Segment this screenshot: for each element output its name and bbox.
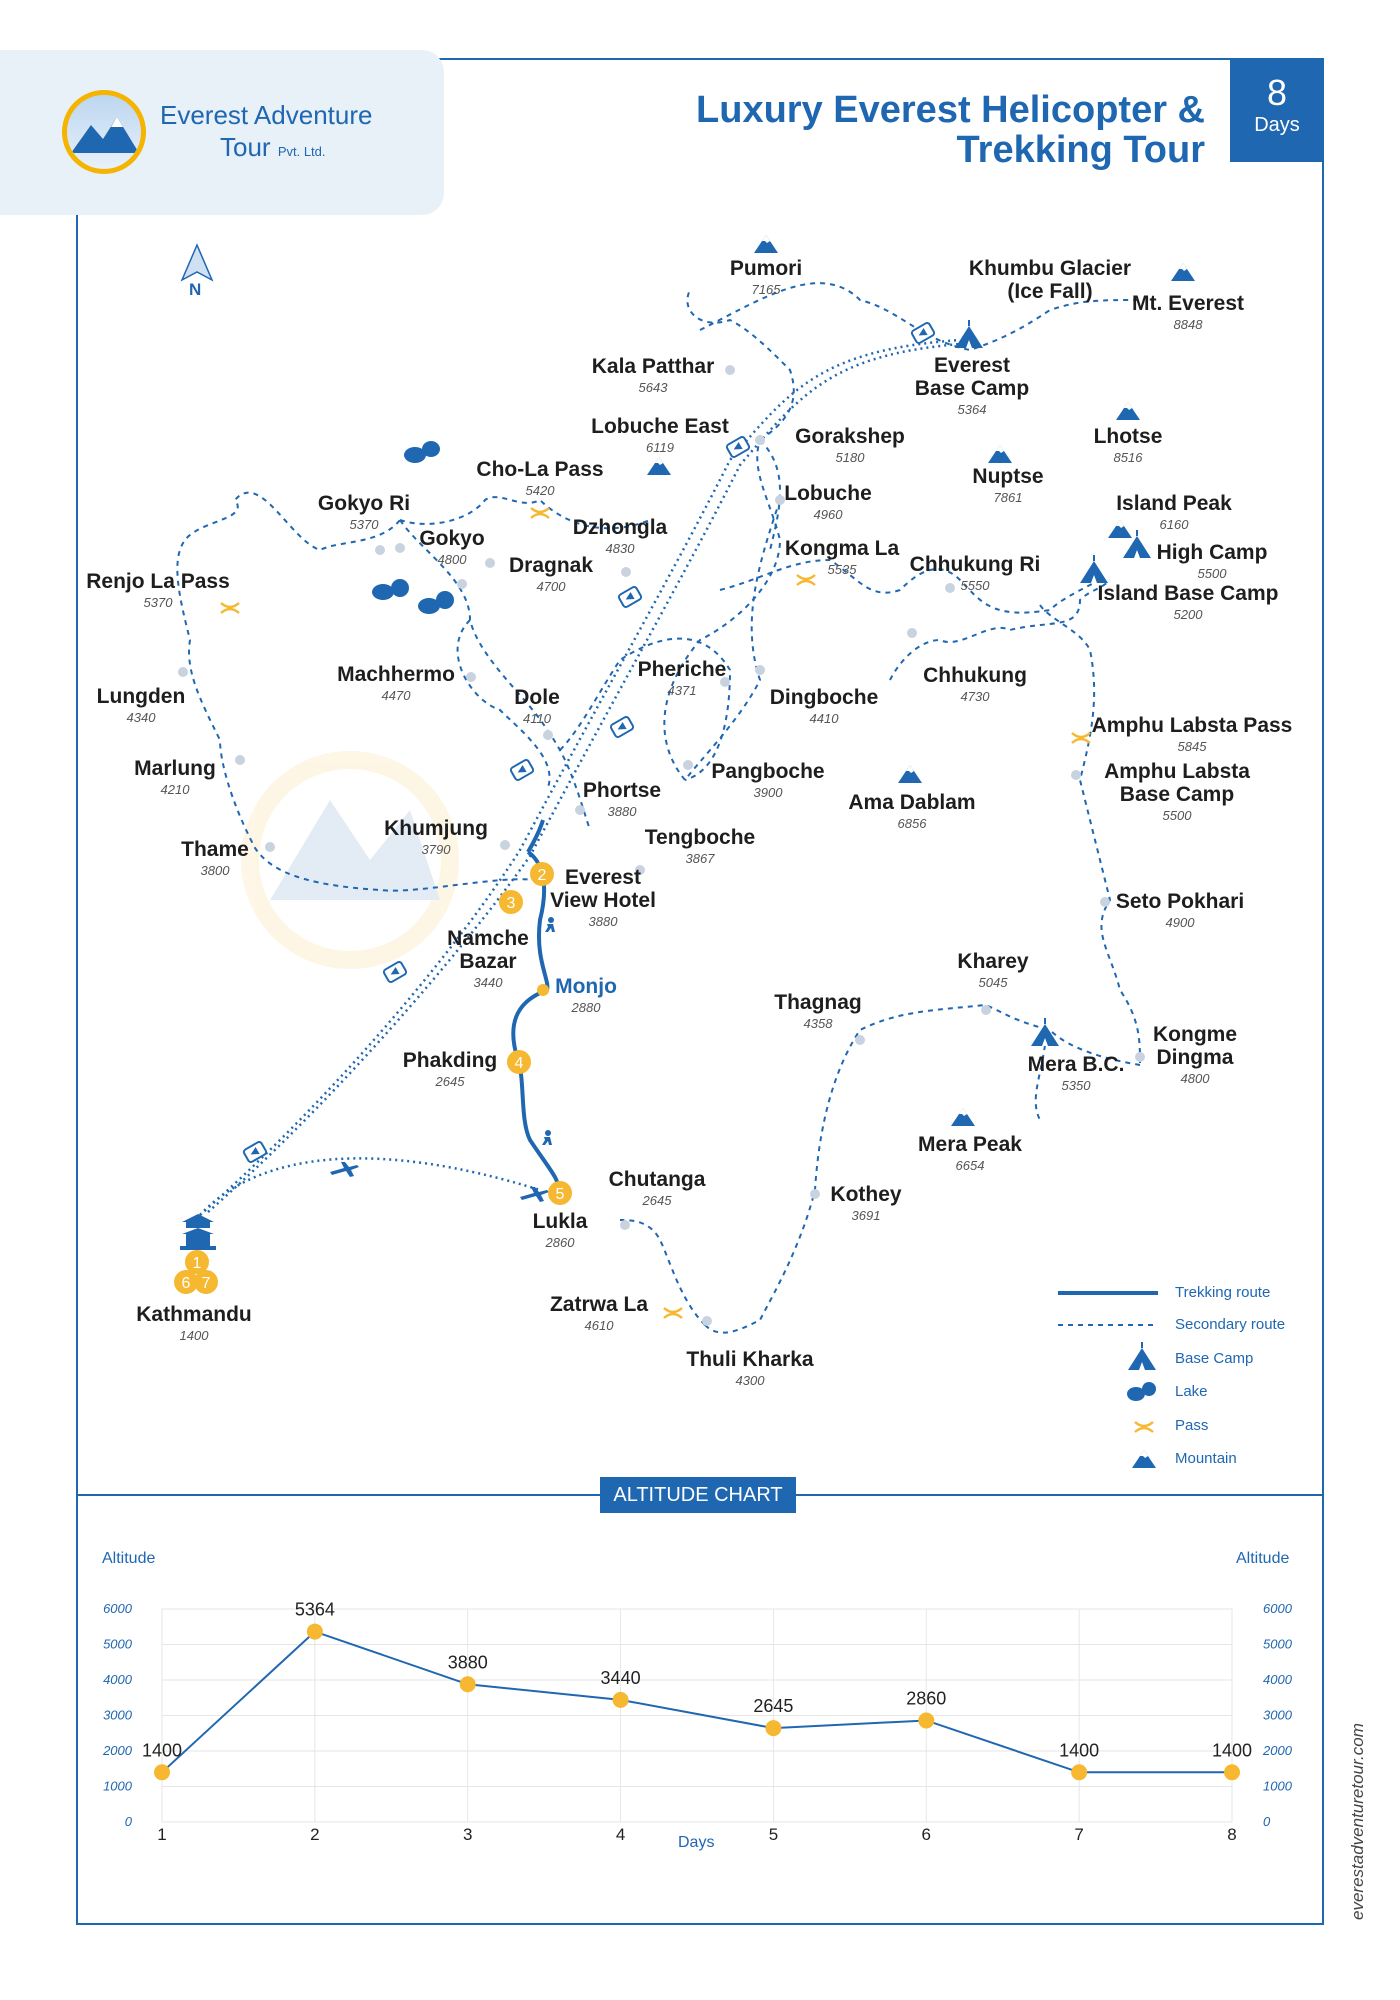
place-elevation: 5500 (1197, 566, 1227, 581)
place-name: High Camp (1156, 541, 1268, 564)
day-marker-7: 7 (201, 1275, 211, 1292)
y-tick-left: 6000 (103, 1601, 132, 1616)
data-label: 1400 (1059, 1740, 1100, 1761)
x-tick-label: 1 (157, 1825, 167, 1844)
place-elevation: 5420 (525, 483, 555, 498)
place-elevation: 5200 (1173, 607, 1203, 622)
y-tick-right: 0 (1263, 1814, 1271, 1829)
place-khumbu-glacier--ice-fall- (969, 257, 1131, 303)
place-elevation: 2645 (435, 1074, 465, 1089)
x-tick-label: 4 (615, 1825, 626, 1844)
place-name: Lobuche East (591, 415, 729, 438)
place-name: Pangboche (711, 760, 825, 783)
place-elevation: 6160 (1159, 517, 1189, 532)
day-marker-2: 2 (537, 867, 547, 884)
place-elevation: 4371 (667, 683, 697, 698)
place-amphu-labsta-base-camp (1104, 760, 1250, 823)
place-name: Dole (514, 686, 560, 709)
legend-mountain: Mountain (1175, 1450, 1237, 1467)
place-name: Monjo (555, 975, 617, 998)
place-mt-everest (1132, 292, 1244, 332)
y-tick-left: 0 (124, 1814, 132, 1829)
compass-label: N (189, 280, 202, 299)
place-elevation: 4610 (584, 1318, 614, 1333)
place-name: Thuli Kharka (686, 1348, 814, 1371)
place-high-camp (1157, 541, 1268, 581)
data-point (765, 1720, 781, 1736)
place-name: Pumori (729, 257, 803, 280)
data-point (918, 1712, 934, 1728)
place-elevation: 6856 (897, 816, 927, 831)
place-elevation: 4340 (126, 710, 156, 725)
place-everest-base-camp (915, 354, 1029, 417)
x-tick-label: 5 (768, 1825, 779, 1844)
data-label: 3880 (447, 1652, 488, 1673)
title-line1: Luxury Everest Helicopter & (696, 89, 1205, 131)
x-tick-label: 6 (921, 1825, 932, 1844)
place-ama-dablam (848, 791, 975, 831)
legend-pass: Pass (1175, 1417, 1209, 1434)
place-monjo (555, 975, 617, 1015)
legend-lake: Lake (1175, 1383, 1208, 1400)
place-elevation: 2880 (571, 1000, 601, 1015)
title-line2: Trekking Tour (956, 129, 1205, 171)
company-logo (62, 90, 146, 174)
place-name: Gokyo Ri (317, 492, 411, 515)
place-seto-pokhari (1116, 890, 1244, 930)
place-elevation: 3800 (200, 863, 230, 878)
days-count: 8 (1266, 72, 1288, 113)
place-elevation: 4470 (381, 688, 411, 703)
place-name: Island Base Camp (1097, 582, 1279, 605)
place-elevation: 3900 (753, 785, 783, 800)
place-dole (514, 686, 560, 726)
day-marker-3: 3 (506, 895, 516, 912)
place-lukla (533, 1210, 588, 1250)
place-name: Lhotse (1093, 425, 1163, 448)
data-label: 3440 (600, 1667, 641, 1688)
place-elevation: 3867 (685, 851, 715, 866)
place-name: Lungden (96, 685, 186, 708)
place-elevation: 5535 (827, 562, 857, 577)
place-name-line2: Bazar (459, 950, 517, 973)
place-elevation: 4210 (160, 782, 190, 797)
x-tick-label: 8 (1227, 1825, 1237, 1844)
place-mera-peak (918, 1133, 1022, 1173)
place-nuptse (972, 465, 1043, 505)
place-elevation: 8848 (1173, 317, 1203, 332)
place-elevation: 5550 (960, 578, 990, 593)
place-elevation: 2860 (545, 1235, 575, 1250)
legend-secondary: Secondary route (1175, 1316, 1286, 1333)
place-elevation: 3880 (607, 804, 637, 819)
place-elevation: 6119 (646, 440, 674, 455)
place-name: Marlung (134, 757, 216, 780)
place-elevation: 4700 (536, 579, 566, 594)
place-elevation: 5180 (835, 450, 865, 465)
y-tick-right: 4000 (1263, 1672, 1292, 1687)
y-axis-label-right: Altitude (1236, 1550, 1290, 1567)
kathmandu-temple-icon (180, 1214, 216, 1250)
place-elevation: 2645 (642, 1193, 672, 1208)
place-lungden (97, 685, 186, 725)
place-chhukung (923, 664, 1027, 704)
x-axis-label: Days (678, 1834, 715, 1851)
y-tick-left: 1000 (103, 1778, 132, 1794)
place-name: Amphu Labsta Pass (1091, 714, 1293, 737)
plane-icons (330, 1162, 549, 1202)
place-name: Dzhongla (572, 516, 668, 539)
place-name: Gorakshep (795, 425, 905, 448)
place-elevation: 5364 (957, 402, 987, 417)
y-tick-right: 3000 (1263, 1707, 1292, 1723)
place-name: Renjo La Pass (86, 570, 230, 593)
place-thagnag (774, 991, 862, 1031)
place-name: Chutanga (608, 1168, 706, 1191)
place-elevation: 4730 (960, 689, 990, 704)
legend-trekking: Trekking route (1175, 1284, 1271, 1301)
north-arrow-icon (182, 245, 212, 280)
place-elevation: 4410 (809, 711, 839, 726)
place-name: Kongma La (784, 537, 900, 560)
place-name: Ama Dablam (848, 791, 976, 814)
place-elevation: 5350 (1061, 1078, 1091, 1093)
place-pumori (730, 257, 802, 297)
place-renjo-la-pass (86, 570, 230, 610)
place-kharey (957, 950, 1028, 990)
place-gokyo (419, 527, 484, 567)
y-tick-left: 4000 (103, 1672, 132, 1687)
place-name: Kharey (957, 950, 1029, 973)
place-khumjung (384, 817, 488, 857)
y-tick-right: 1000 (1263, 1778, 1292, 1794)
y-tick-right: 2000 (1263, 1743, 1292, 1758)
place-name: Nuptse (972, 465, 1044, 488)
y-tick-right: 5000 (1263, 1636, 1292, 1652)
place-name: Seto Pokhari (1115, 890, 1245, 913)
place-dzhongla (573, 516, 668, 556)
place-phakding (403, 1049, 498, 1089)
days-badge (1230, 58, 1324, 162)
place-elevation: 5643 (638, 380, 668, 395)
data-point (460, 1676, 476, 1692)
place-chhukung-ri (910, 553, 1041, 593)
place-elevation: 7861 (993, 490, 1023, 505)
day-marker-5: 5 (555, 1186, 565, 1203)
place-kathmandu (136, 1303, 252, 1343)
website-url: everestadventuretour.com (1348, 1723, 1367, 1920)
place-name: Chhukung (923, 664, 1027, 687)
place-elevation: 4800 (1180, 1071, 1210, 1086)
place-name: Gokyo (419, 527, 485, 550)
altitude-chart-title: ALTITUDE CHART (600, 1477, 796, 1513)
day-marker-4: 4 (514, 1055, 524, 1072)
place-name: Thame (181, 838, 249, 861)
place-name: Amphu Labsta (1104, 760, 1250, 783)
place-island-base-camp (1098, 582, 1279, 622)
place-name: Island Peak (1116, 492, 1232, 515)
place-thame (181, 838, 249, 878)
place-name-line2: Base Camp (1119, 783, 1235, 806)
data-point (1224, 1764, 1240, 1780)
x-tick-label: 7 (1074, 1825, 1084, 1844)
brand-name-line2: Tour Pvt. Ltd. (220, 132, 326, 162)
place-mera-b-c- (1028, 1053, 1125, 1093)
place-elevation: 3691 (851, 1208, 881, 1223)
data-point (1071, 1764, 1087, 1780)
place-gokyo-ri (318, 492, 410, 532)
place-zatrwa-la (550, 1293, 648, 1333)
place-kothey (830, 1183, 901, 1223)
place-elevation: 1400 (179, 1328, 209, 1343)
place-name: Lukla (532, 1210, 588, 1233)
place-elevation: 4800 (437, 552, 467, 567)
place-tengboche (645, 826, 755, 866)
y-tick-right: 6000 (1263, 1601, 1292, 1616)
place-name: Phakding (402, 1049, 498, 1072)
data-label: 2645 (753, 1696, 794, 1717)
place-kongma-la (785, 537, 899, 577)
place-elevation: 5500 (1162, 808, 1192, 823)
place-everest-view-hotel (550, 866, 656, 929)
place-name: Kathmandu (136, 1303, 252, 1326)
place-name-line2: Dingma (1156, 1046, 1234, 1069)
place-elevation: 4300 (735, 1373, 765, 1388)
place-name: Chhukung Ri (909, 553, 1041, 576)
x-tick-label: 3 (462, 1825, 473, 1844)
place-marlung (134, 757, 216, 797)
place-dingboche (770, 686, 879, 726)
data-point (613, 1692, 629, 1708)
place-name: Dingboche (769, 686, 879, 709)
y-tick-left: 3000 (103, 1707, 132, 1723)
day-marker-6: 6 (181, 1275, 191, 1292)
place-elevation: 4960 (813, 507, 843, 522)
place-name: Zatrwa La (549, 1293, 649, 1316)
place-lhotse (1094, 425, 1163, 465)
place-elevation: 8516 (1113, 450, 1143, 465)
place-name: Thagnag (774, 991, 862, 1014)
data-point (154, 1764, 170, 1780)
place-lobuche (784, 482, 872, 522)
place-name: Machhermo (337, 663, 455, 686)
place-name: Mera B.C. (1027, 1053, 1125, 1076)
place-name: Cho-La Pass (476, 458, 604, 481)
data-label: 1400 (141, 1740, 183, 1761)
place-gorakshep (795, 425, 905, 465)
place-elevation: 5845 (1177, 739, 1207, 754)
place-pheriche (638, 658, 727, 698)
x-tick-label: 2 (310, 1825, 320, 1844)
place-elevation: 3440 (473, 975, 503, 990)
place-name: Dragnak (508, 554, 594, 577)
brand-suffix: Pvt. Ltd. (277, 144, 326, 159)
altitude-chart (102, 1600, 1293, 1844)
place-name-line2: (Ice Fall) (1007, 280, 1093, 303)
place-name: Everest (565, 866, 641, 889)
trekker-icons (542, 917, 555, 1145)
place-name: Pheriche (637, 658, 727, 681)
place-name: Lobuche (784, 482, 872, 505)
place-elevation: 6654 (955, 1158, 985, 1173)
place-name: Namche (447, 927, 529, 950)
place-elevation: 3880 (588, 914, 618, 929)
place-thuli-kharka (686, 1348, 813, 1388)
place-elevation: 3790 (421, 842, 451, 857)
place-elevation: 5370 (143, 595, 173, 610)
place-chutanga (609, 1168, 706, 1208)
place-name: Everest (934, 354, 1010, 377)
place-name-line2: View Hotel (550, 889, 656, 912)
place-lobuche-east (591, 415, 729, 455)
place-elevation: 4900 (1165, 915, 1195, 930)
place-cho-la-pass (476, 458, 603, 498)
place-name: Kongme (1153, 1023, 1237, 1046)
y-tick-left: 2000 (103, 1743, 132, 1758)
data-label: 1400 (1211, 1740, 1253, 1761)
place-name: Kala Patthar (591, 355, 715, 378)
place-island-peak (1116, 492, 1232, 532)
place-name: Phortse (582, 779, 662, 802)
place-name: Kothey (830, 1183, 902, 1206)
place-pangboche (711, 760, 824, 800)
place-kala-patthar (592, 355, 715, 395)
data-label: 5364 (294, 1599, 335, 1620)
place-elevation: 4110 (523, 711, 551, 726)
place-elevation: 4830 (605, 541, 635, 556)
watermark-logo (250, 760, 450, 960)
page-title (505, 90, 1205, 170)
data-label: 2860 (906, 1688, 947, 1709)
place-elevation: 7165 (751, 282, 781, 297)
place-kongme-dingma (1153, 1023, 1237, 1086)
place-name: Khumjung (384, 817, 488, 840)
place-phortse (583, 779, 661, 819)
place-amphu-labsta-pass (1092, 714, 1293, 754)
place-name: Tengboche (644, 826, 756, 849)
days-label: Days (1254, 114, 1300, 136)
place-machhermo (337, 663, 455, 703)
place-dragnak (509, 554, 593, 594)
place-elevation: 4358 (803, 1016, 833, 1031)
y-tick-left: 5000 (103, 1636, 132, 1652)
data-point (307, 1624, 323, 1640)
place-name: Mera Peak (918, 1133, 1022, 1156)
legend-basecamp: Base Camp (1175, 1350, 1254, 1367)
place-elevation: 5045 (978, 975, 1008, 990)
y-axis-label-left: Altitude (102, 1550, 156, 1567)
place-name: Khumbu Glacier (968, 257, 1132, 280)
day-marker-1: 1 (192, 1255, 202, 1272)
brand-name: Everest Adventure (160, 100, 373, 130)
place-name: Mt. Everest (1131, 292, 1245, 315)
place-elevation: 5370 (349, 517, 379, 532)
place-name-line2: Base Camp (914, 377, 1030, 400)
place-namche-bazar (447, 927, 529, 990)
